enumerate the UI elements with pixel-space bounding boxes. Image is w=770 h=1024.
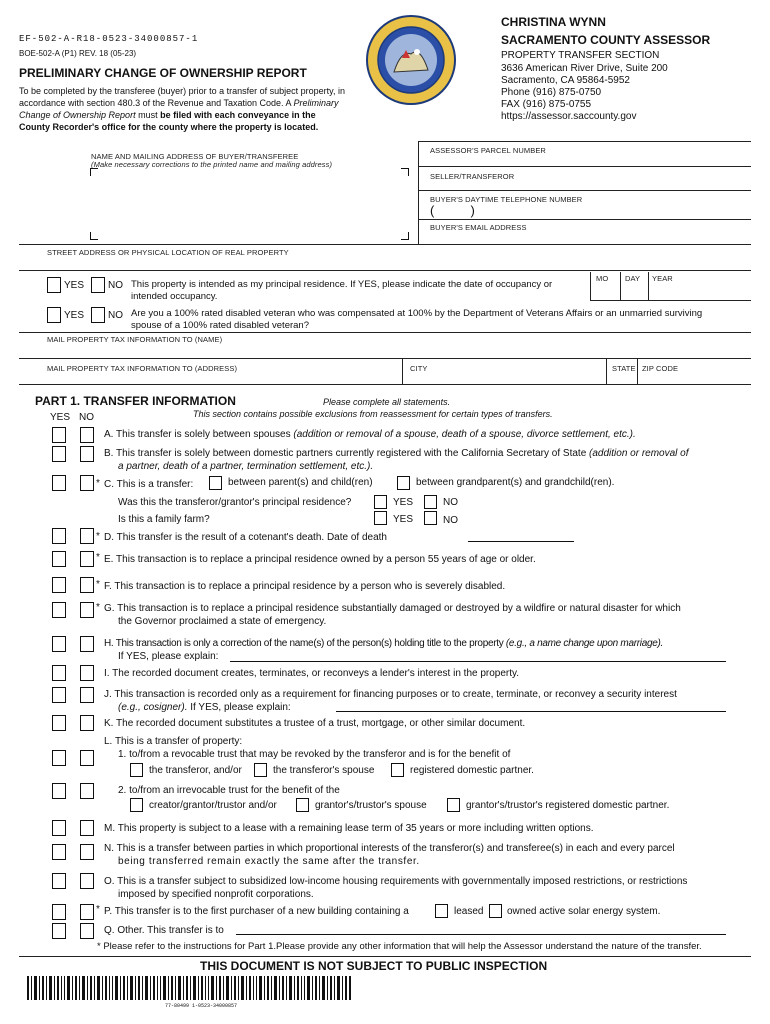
county-seal-graphic [354, 14, 468, 106]
office-fax: FAX (916) 875-0755 [501, 99, 592, 110]
mail-name-label: MAIL PROPERTY TAX INFORMATION TO (NAME) [47, 335, 223, 344]
item-l-text: L. This is a transfer of property: [104, 736, 243, 747]
address-corner-tr [401, 168, 409, 176]
item-q-no-checkbox[interactable] [80, 923, 94, 939]
address-corner-bl [90, 232, 98, 240]
item-q-other-field[interactable] [236, 934, 726, 935]
item-l2-no-checkbox[interactable] [80, 783, 94, 799]
mail-zip-field[interactable] [641, 372, 747, 382]
item-c-principal-no-checkbox[interactable] [424, 495, 437, 509]
buyer-address-field[interactable] [100, 178, 396, 230]
county-seal [354, 14, 468, 106]
zip-label: ZIP CODE [642, 364, 679, 373]
barcode-number: 77-80499 1-0523-34000857 [165, 1003, 238, 1009]
mail-address-field[interactable] [47, 372, 397, 382]
item-c-family-farm-question: Is this a family farm? [118, 514, 210, 525]
item-f-no-checkbox[interactable] [80, 577, 94, 593]
veteran-yes-label: YES [64, 310, 85, 321]
city-label: CITY [410, 364, 428, 373]
item-l1-partner-checkbox[interactable] [391, 763, 404, 777]
address-line-1: 3636 American River Drive, Suite 200 [501, 63, 668, 74]
principal-residence-yes-checkbox[interactable] [47, 277, 61, 293]
item-n-text-2: being transferred remain exactly the same after the transfer. [118, 856, 420, 867]
office-website[interactable]: https://assessor.saccounty.gov [501, 111, 637, 122]
item-f-yes-checkbox[interactable] [52, 577, 66, 593]
part1-no-header: NO [79, 412, 94, 423]
form-title: PRELIMINARY CHANGE OF OWNERSHIP REPORT [19, 66, 307, 80]
barcode-graphic [27, 976, 352, 1000]
mail-city-field[interactable] [406, 372, 602, 382]
item-g-yes-checkbox[interactable] [52, 602, 66, 618]
occupancy-day-field[interactable] [622, 284, 646, 298]
item-l1-spouse-checkbox[interactable] [254, 763, 267, 777]
item-h-no-checkbox[interactable] [80, 636, 94, 652]
item-c-star: * [96, 478, 100, 489]
item-d-yes-checkbox[interactable] [52, 528, 66, 544]
item-q-yes-checkbox[interactable] [52, 923, 66, 939]
item-f-text: F. This transaction is to replace a principal residence by a person who is severely disabled. [104, 581, 506, 592]
occupancy-month-label: MO [596, 274, 609, 283]
apn-field[interactable] [430, 156, 745, 166]
item-l1-no-checkbox[interactable] [80, 750, 94, 766]
street-address-field[interactable] [47, 256, 747, 268]
item-e-text: E. This transaction is to replace a principal residence owned by a person 55 years of age or older. [104, 554, 536, 565]
street-address-label: STREET ADDRESS OR PHYSICAL LOCATION OF REAL PROPERTY [47, 248, 289, 257]
item-p-owned-checkbox[interactable] [489, 904, 502, 918]
item-l2-spouse-label: grantor's/trustor's spouse [315, 800, 427, 811]
part1-note-1: Please complete all statements. [323, 397, 451, 407]
item-l1-transferor-checkbox[interactable] [130, 763, 143, 777]
occupancy-month-field[interactable] [592, 284, 618, 298]
item-a-no-checkbox[interactable] [80, 427, 94, 443]
item-d-date-field[interactable] [468, 541, 574, 542]
part1-footnote: * Please refer to the instructions for Part 1.Please provide any other information that will help the Assessor understand the nature of the transfer. [97, 941, 702, 952]
item-j-text-2: (e.g., cosigner). If YES, please explain: [118, 702, 291, 713]
item-i-no-checkbox[interactable] [80, 665, 94, 681]
item-i-text: I. The recorded document creates, terminates, or reconveys a lender's interest in the property. [104, 668, 520, 679]
item-h-yes-checkbox[interactable] [52, 636, 66, 652]
public-inspection-notice: THIS DOCUMENT IS NOT SUBJECT TO PUBLIC INSPECTION [200, 959, 548, 973]
principal-residence-yes-label: YES [64, 280, 85, 291]
item-a-yes-checkbox[interactable] [52, 427, 66, 443]
item-c-yes-checkbox[interactable] [52, 475, 66, 491]
seller-field[interactable] [430, 182, 745, 190]
veteran-question: Are you a 100% rated disabled veteran who was compensated at 100% by the Department of Veterans Affairs or an unmarried surviving spouse of a 100% rated disabled veteran? [131, 308, 703, 331]
barcode [27, 976, 352, 1000]
item-o-no-checkbox[interactable] [80, 873, 94, 889]
item-p-no-checkbox[interactable] [80, 904, 94, 920]
item-c-farm-yes-label: YES [393, 514, 414, 525]
item-j-explain-field[interactable] [336, 711, 726, 712]
form-id: EF-502-A-R18-0523-34000857-1 [19, 34, 199, 44]
item-l2-creator-label: creator/grantor/trustor and/or [149, 800, 277, 811]
office-phone: Phone (916) 875-0750 [501, 87, 602, 98]
item-e-no-checkbox[interactable] [80, 551, 94, 567]
item-k-no-checkbox[interactable] [80, 715, 94, 731]
item-f-star: * [96, 579, 100, 590]
item-l1-yes-checkbox[interactable] [52, 750, 66, 766]
occupancy-day-label: DAY [625, 274, 641, 283]
item-n-no-checkbox[interactable] [80, 844, 94, 860]
item-l2-text: 2. to/from an irrevocable trust for the benefit of the [118, 785, 340, 796]
item-g-text-2: the Governor proclaimed a state of emergency. [118, 616, 327, 627]
item-k-yes-checkbox[interactable] [52, 715, 66, 731]
item-l2-partner-checkbox[interactable] [447, 798, 460, 812]
item-c-farm-no-checkbox[interactable] [424, 511, 437, 525]
item-c-farm-no-label: NO [443, 515, 458, 526]
item-c-farm-yes-checkbox[interactable] [374, 511, 387, 525]
item-o-yes-checkbox[interactable] [52, 873, 66, 889]
item-c-parent-child-label: between parent(s) and child(ren) [228, 477, 373, 488]
item-l2-partner-label: grantor's/trustor's registered domestic partner. [466, 800, 670, 811]
buyer-phone-label: BUYER'S DAYTIME TELEPHONE NUMBER [430, 195, 583, 204]
intro-text: To be completed by the transferee (buyer) prior to a transfer of subject property, in accordance with section 480.3 of the Revenue and Taxation Code. A Preliminary Change of Ownership Report must be filed with each conveyance in the County Recorder's office for the county where the property is located. [19, 86, 345, 132]
item-l2-creator-checkbox[interactable] [130, 798, 143, 812]
principal-residence-no-checkbox[interactable] [91, 277, 105, 293]
item-p-leased-label: leased [454, 906, 484, 917]
item-g-star: * [96, 602, 100, 613]
buyer-email-label: BUYER'S EMAIL ADDRESS [430, 223, 527, 232]
item-g-no-checkbox[interactable] [80, 602, 94, 618]
item-g-text: G. This transaction is to replace a principal residence substantially damaged or destroyed by a wildfire or natural disaster for which [104, 603, 681, 614]
form-revision: BOE-502-A (P1) REV. 18 (05-23) [19, 49, 137, 58]
item-m-yes-checkbox[interactable] [52, 820, 66, 836]
address-line-2: Sacramento, CA 95864-5952 [501, 75, 630, 86]
item-c-text: C. This is a transfer: [104, 479, 194, 490]
item-j-no-checkbox[interactable] [80, 687, 94, 703]
item-j-text: J. This transaction is recorded only as a requirement for financing purposes or to create, terminate, or reconvey a security interest [104, 689, 677, 700]
item-q-text: Q. Other. This transfer is to [104, 925, 224, 936]
veteran-no-label: NO [108, 310, 123, 321]
item-c-principal-residence-question: Was this the transferor/grantor's principal residence? [118, 497, 352, 508]
mail-state-field[interactable] [610, 372, 634, 382]
buyer-email-field[interactable] [430, 232, 745, 242]
veteran-no-checkbox[interactable] [91, 307, 105, 323]
item-k-text: K. The recorded document substitutes a trustee of a trust, mortgage, or other similar document. [104, 718, 526, 729]
item-n-text: N. This is a transfer between parties in which proportional interests of the transferor(s) and transferee(s) in each and every parcel [104, 843, 675, 854]
occupancy-year-label: YEAR [652, 274, 673, 283]
item-c-grandparent-label: between grandparent(s) and grandchild(ren). [416, 477, 615, 488]
item-c-no-checkbox[interactable] [80, 475, 94, 491]
item-p-leased-checkbox[interactable] [435, 904, 448, 918]
principal-residence-question: This property is intended as my principal residence. If YES, please indicate the date of occupancy or intended occupancy. [131, 279, 553, 302]
item-m-text: M. This property is subject to a lease with a remaining lease term of 35 years or more including written options. [104, 823, 594, 834]
item-b-text-2: a partner, death of a partner, termination settlement, etc.). [118, 461, 374, 472]
item-b-no-checkbox[interactable] [80, 446, 94, 462]
item-h-text: H. This transaction is only a correction of the name(s) of the person(s) holding title to the property (e.g., a name change upon marriage). [104, 638, 663, 649]
item-i-yes-checkbox[interactable] [52, 665, 66, 681]
seller-label: SELLER/TRANSFEROR [430, 172, 515, 181]
item-p-yes-checkbox[interactable] [52, 904, 66, 920]
item-l1-transferor-label: the transferor, and/or [149, 765, 242, 776]
item-c-principal-no-label: NO [443, 497, 458, 508]
item-h-explain-field[interactable] [230, 661, 726, 662]
item-p-owned-label: owned active solar energy system. [507, 906, 661, 917]
assessor-office: SACRAMENTO COUNTY ASSESSOR [501, 33, 711, 47]
part1-yes-header: YES [50, 412, 71, 423]
item-l2-yes-checkbox[interactable] [52, 783, 66, 799]
item-c-grandparent-checkbox[interactable] [397, 476, 410, 490]
item-j-yes-checkbox[interactable] [52, 687, 66, 703]
item-l1-partner-label: registered domestic partner. [410, 765, 534, 776]
item-c-parent-child-checkbox[interactable] [209, 476, 222, 490]
item-d-star: * [96, 531, 100, 542]
part1-note-2: This section contains possible exclusions from reassessment for certain types of transfers. [193, 409, 553, 419]
item-c-principal-yes-checkbox[interactable] [374, 495, 387, 509]
item-o-text-2: imposed by specified nonprofit corporations. [118, 889, 314, 900]
section-name: PROPERTY TRANSFER SECTION [501, 50, 660, 61]
occupancy-year-field[interactable] [650, 284, 748, 298]
item-e-yes-checkbox[interactable] [52, 551, 66, 567]
buyer-name-sublabel: (Make necessary corrections to the printed name and mailing address) [91, 160, 333, 169]
item-p-text: P. This transfer is to the first purchaser of a new building containing a [104, 906, 409, 917]
item-n-yes-checkbox[interactable] [52, 844, 66, 860]
item-o-text: O. This is a transfer subject to subsidized low-income housing requirements with governmentally imposed restrictions, or restrictions [104, 876, 688, 887]
item-a-text: A. This transfer is solely between spouses (addition or removal of a spouse, death of a spouse, divorce settlement, etc.). [104, 429, 636, 440]
assessor-name: CHRISTINA WYNN [501, 15, 606, 29]
item-b-yes-checkbox[interactable] [52, 446, 66, 462]
item-d-no-checkbox[interactable] [80, 528, 94, 544]
veteran-yes-checkbox[interactable] [47, 307, 61, 323]
item-e-star: * [96, 552, 100, 563]
item-p-star: * [96, 904, 100, 915]
item-b-text: B. This transfer is solely between domestic partners currently registered with the California Secretary of State (addition or removal of [104, 448, 689, 459]
mail-address-label: MAIL PROPERTY TAX INFORMATION TO (ADDRESS) [47, 364, 238, 373]
item-l1-text: 1. to/from a revocable trust that may be revoked by the transferor and is for the benefit of [118, 749, 511, 760]
buyer-name-label: NAME AND MAILING ADDRESS OF BUYER/TRANSFEREE [91, 152, 299, 161]
buyer-phone-field[interactable]: ( ) [430, 203, 475, 218]
item-h-text-2: If YES, please explain: [118, 651, 219, 662]
item-c-principal-yes-label: YES [393, 497, 414, 508]
item-m-no-checkbox[interactable] [80, 820, 94, 836]
part1-title: PART 1. TRANSFER INFORMATION [35, 394, 236, 408]
item-d-text: D. This transfer is the result of a cotenant's death. Date of death [104, 532, 387, 543]
principal-residence-no-label: NO [108, 280, 123, 291]
state-label: STATE [612, 364, 636, 373]
address-corner-tl [90, 168, 98, 176]
item-l2-spouse-checkbox[interactable] [296, 798, 309, 812]
address-corner-br [401, 232, 409, 240]
item-l1-spouse-label: the transferor's spouse [273, 765, 375, 776]
mail-name-field[interactable] [47, 344, 747, 356]
apn-label: ASSESSOR'S PARCEL NUMBER [430, 146, 546, 155]
